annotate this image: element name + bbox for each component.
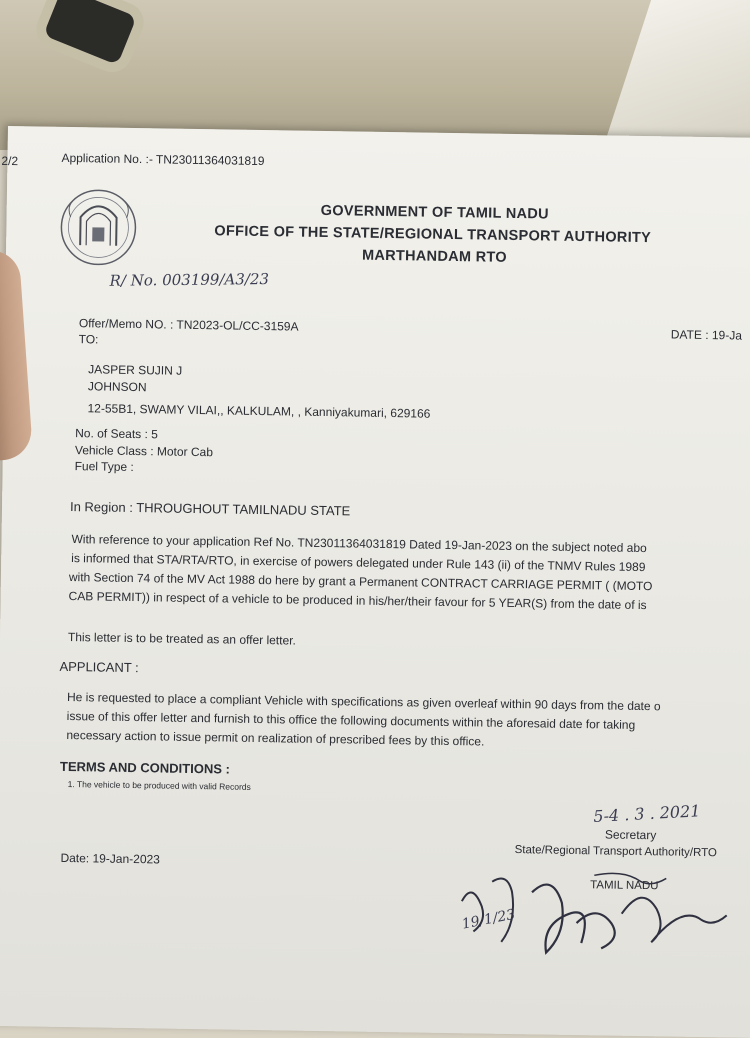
applicant-line-3: necessary action to issue permit on realization of prescribed fees by this office. bbox=[66, 727, 485, 749]
handwritten-signature bbox=[451, 861, 743, 976]
to-label: TO: bbox=[78, 332, 99, 347]
addressee-address: 12-55B1, SWAMY VILAI,, KALKULAM, , Kanniyakumari, 629166 bbox=[87, 401, 431, 421]
header-line-2: OFFICE OF THE STATE/REGIONAL TRANSPORT AUTHORITY bbox=[214, 223, 652, 247]
page-mark: 2/2 bbox=[1, 153, 19, 169]
body-line-3: with Section 74 of the MV Act 1988 do here by grant a Permanent CONTRACT CARRIAGE PERMIT ( (MOTO bbox=[68, 570, 653, 594]
body-line-1: With reference to your application Ref No. TN23011364031819 Dated 19-Jan-2023 on the subject noted abo bbox=[71, 532, 647, 556]
seats: No. of Seats : 5 bbox=[75, 426, 159, 442]
authority-title: State/Regional Transport Authority/RTO bbox=[514, 844, 717, 860]
header-line-3: MARTHANDAM RTO bbox=[361, 247, 508, 266]
applicant-line-2: issue of this offer letter and furnish to this office the following documents within the aforesaid date for taking bbox=[66, 708, 636, 732]
offer-letter-document bbox=[0, 126, 750, 1038]
terms-heading: TERMS AND CONDITIONS : bbox=[59, 758, 231, 777]
body-line-4: CAB PERMIT)) in respect of a vehicle to be produced in his/her/their favour for 5 YEAR(S) from the date of is bbox=[68, 589, 647, 613]
handwritten-date: 5-4 . 3 . 2021 bbox=[592, 801, 701, 827]
applicant-heading: APPLICANT : bbox=[59, 658, 139, 676]
memo-number: Offer/Memo NO. : TN2023-OL/CC-3159A bbox=[78, 316, 299, 334]
applicant-line-1: He is requested to place a compliant Vehicle with specifications as given overleaf within 90 days from the date o bbox=[66, 689, 661, 714]
region: In Region : THROUGHOUT TAMILNADU STATE bbox=[69, 499, 351, 519]
tamil-nadu-label: TAMIL NADU bbox=[590, 879, 659, 893]
secretary-title: Secretary bbox=[604, 827, 657, 843]
application-number: Application No. :- TN23011364031819 bbox=[61, 150, 265, 169]
fuel-type: Fuel Type : bbox=[74, 459, 134, 475]
signature-date: 19/1/23 bbox=[460, 906, 517, 933]
offer-letter-note: This letter is to be treated as an offer letter. bbox=[67, 630, 296, 648]
body-line-2: is informed that STA/RTA/RTO, in exercise of powers delegated under Rule 143 (ii) of the TNMV Rules 1989 bbox=[71, 551, 646, 575]
date-top: DATE : 19-Ja bbox=[670, 327, 743, 343]
handwritten-reference: R/ No. 003199/A3/23 bbox=[109, 270, 270, 290]
terms-item-1: 1. The vehicle to be produced with valid Records bbox=[67, 779, 251, 792]
addressee-name-2: JOHNSON bbox=[87, 379, 147, 395]
addressee-name-1: JASPER SUJIN J bbox=[88, 362, 183, 378]
tamil-nadu-emblem-seal bbox=[58, 187, 139, 268]
vehicle-class: Vehicle Class : Motor Cab bbox=[74, 443, 214, 460]
date-bottom: Date: 19-Jan-2023 bbox=[60, 850, 161, 867]
header-line-1: GOVERNMENT OF TAMIL NADU bbox=[320, 202, 549, 223]
